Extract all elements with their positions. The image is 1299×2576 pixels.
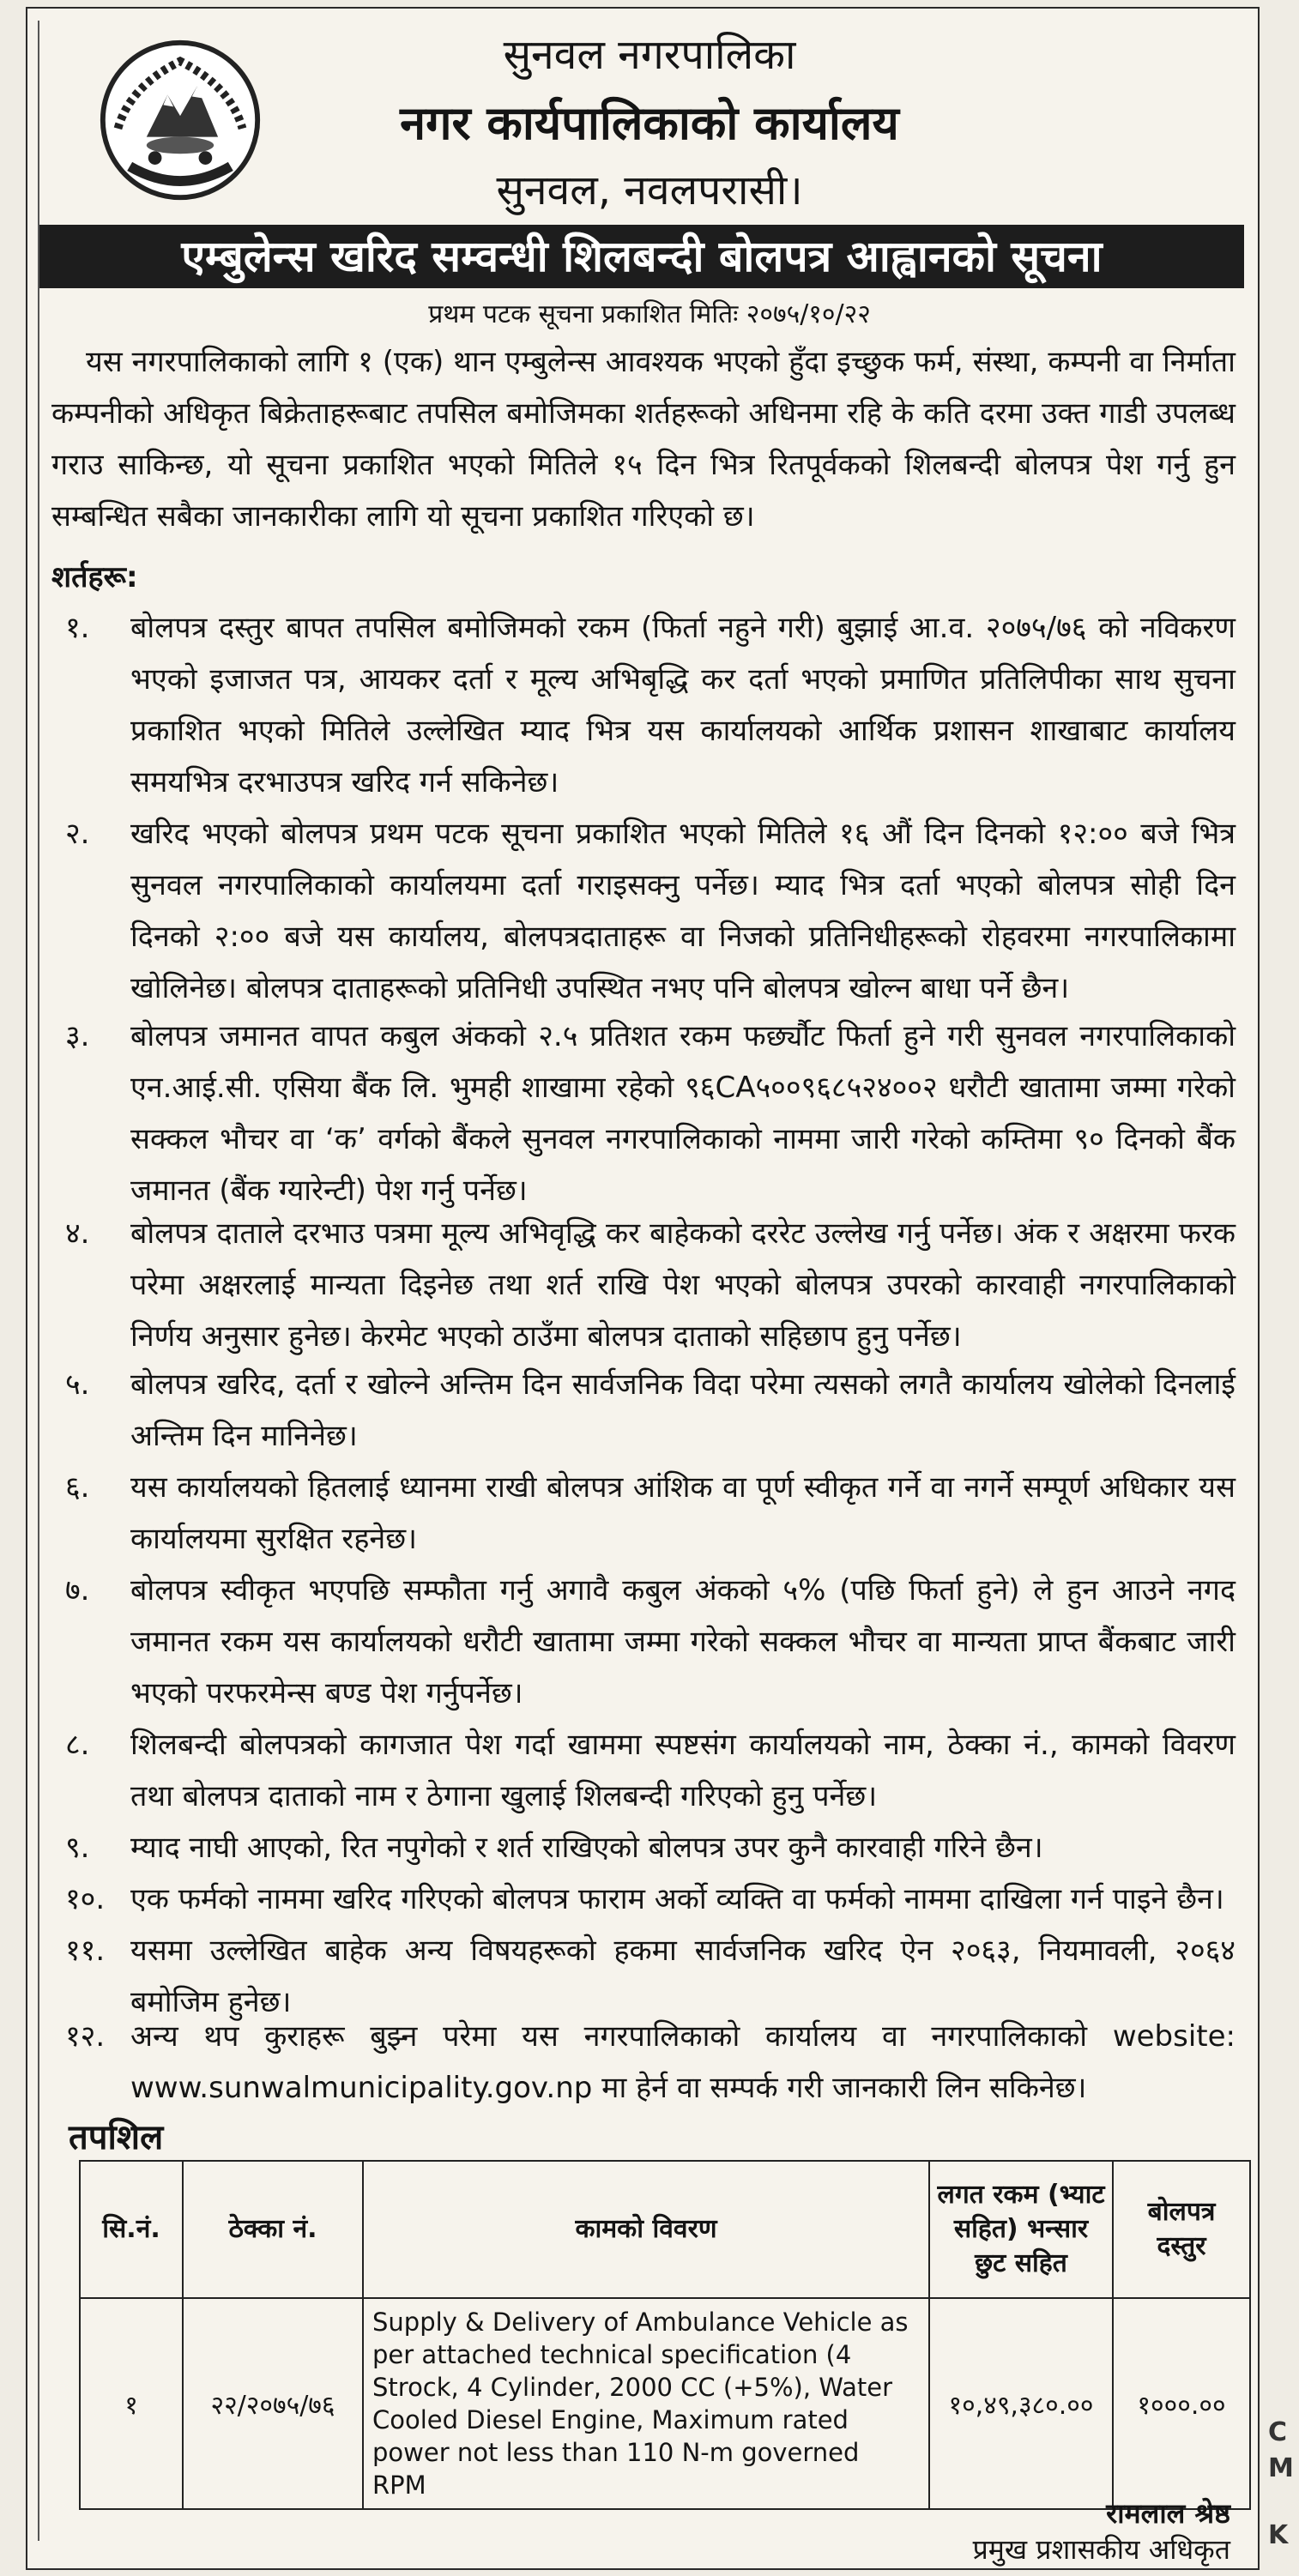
cell-fee: १०००.००: [1113, 2298, 1250, 2509]
condition-number: ५.: [65, 1367, 90, 1402]
cell-contract-no: २२/२०७५/७६: [183, 2298, 363, 2509]
condition-text: यस कार्यालयको हितलाई ध्यानमा राखी बोलपत्र आंशिक वा पूर्ण स्वीकृत गर्ने वा नगर्ने सम्पूर्ण अधिकार यस कार्यालयमा सुरक्षित रहनेछ।: [130, 1470, 1236, 1556]
header-estimate: लगत रकम (भ्याट सहित) भन्सार छुट सहित: [929, 2161, 1113, 2298]
condition-text: बोलपत्र जमानत वापत कबुल अंकको २.५ प्रतिशत रकम फर्छ्यौट फिर्ता हुने गरी सुनवल नगरपालिकाको एन.आई.सी. एसिया बैंक लि. भुमही शाखामा रहेको ९६CA५००९६८५२४००२ धरौटी खातामा जम्मा गरेको सक्कल भौचर वा ‘क’ वर्गको बैंकले सुनवल नगरपालिकाको नाममा जारी गरेको कम्तिमा ९० दिनको बैंक जमानत (बैंक ग्यारेन्टी) पेश गर्नु पर्नेछ।: [130, 1019, 1236, 1208]
print-mark-c: C: [1268, 2417, 1288, 2447]
conditions-title: शर्तहरू:: [51, 560, 138, 594]
condition-text: बोलपत्र दस्तुर बापत तपसिल बमोजिमको रकम (फिर्ता नहुने गरी) बुझाई आ.व. २०७५/७६ को नविकरण भएको इजाजत पत्र, आयकर दर्ता र मूल्य अभिबृद्धि कर दर्ता भएको प्रमाणित प्रतिलिपीका साथ सुचना प्रकाशित भएको मितिले उल्लेखित म्याद भित्र यस कार्यालयको आर्थिक प्रशासन शाखाबाट कार्यालय समयभित्र दरभाउपत्र खरिद गर्न सकिनेछ।: [130, 611, 1236, 799]
schedule-title: तपशिल: [69, 2118, 164, 2157]
table-row: [80, 2298, 1250, 2509]
condition-number: १०.: [65, 1882, 106, 1916]
publication-date: प्रथम पटक सूचना प्रकाशित मितिः २०७५/१०/२२: [428, 299, 871, 329]
condition-number: ३.: [65, 1019, 90, 1053]
cell-estimate: १०,४९,३८०.००: [929, 2298, 1113, 2509]
office-name: नगर कार्यपालिकाको कार्यालय: [400, 96, 899, 150]
condition-number: १२.: [65, 2019, 106, 2054]
office-address: सुनवल, नवलपरासी।: [496, 166, 803, 214]
condition-text: बोलपत्र दाताले दरभाउ पत्रमा मूल्य अभिवृद्धि कर बाहेकको दररेट उल्लेख गर्नु पर्नेछ। अंक र अक्षरमा फरक परेमा अक्षरलाई मान्यता दिइनेछ तथा शर्त राखि पेश भएको बोलपत्र उपरको कारवाही नगरपालिकाको निर्णय अनुसार हुनेछ। केरमेट भएको ठाउँमा बोलपत्र दाताको सहिछाप हुनु पर्नेछ।: [130, 1216, 1236, 1354]
condition-number: १.: [65, 611, 90, 645]
schedule-table: [79, 2160, 1251, 2510]
condition-text: अन्य थप कुराहरू बुझ्न परेमा यस नगरपालिकाको कार्यालय वा नगरपालिकाको website: www.sunwalmunicipality.gov.np मा हेर्न वा सम्पर्क गरी जानकारी लिन सकिनेछ।: [130, 2019, 1236, 2105]
condition-text: खरिद भएको बोलपत्र प्रथम पटक सूचना प्रकाशित भएको मितिले १६ औं दिन दिनको १२:०० बजे भित्र सुनवल नगरपालिकाको कार्यालयमा दर्ता गराइसक्नु पर्नेछ। म्याद भित्र दर्ता भएको बोलपत्र सोही दिन दिनको २:०० बजे यस कार्यालय, बोलपत्रदाताहरू वा निजको प्रतिनिधीहरूको रोहवरमा नगरपालिकामा खोलिनेछ। बोलपत्र दाताहरूको प्रतिनिधी उपस्थित नभए पनि बोलपत्र खोल्न बाधा पर्ने छैन।: [130, 817, 1236, 1005]
signatory-title: प्रमुख प्रशासकीय अधिकृत: [972, 2533, 1230, 2566]
municipality-name: सुनवल नगरपालिका: [503, 31, 796, 79]
header-sn: सि.नं.: [80, 2161, 183, 2298]
condition-number: ८.: [65, 1728, 90, 1762]
condition-text: एक फर्मको नाममा खरिद गरिएको बोलपत्र फाराम अर्को व्यक्ति वा फर्मको नाममा दाखिला गर्न पाइने छैन।: [130, 1882, 1224, 1916]
condition-number: ४.: [65, 1216, 90, 1251]
condition-text: म्याद नाघी आएको, रित नपुगेको र शर्त राखिएको बोलपत्र उपर कुनै कारवाही गरिने छैन।: [130, 1831, 1043, 1865]
cell-description: Supply & Delivery of Ambulance Vehicle as per attached technical specification (4 Strock, 4 Cylinder, 2000 CC (+5%), Water Cooled Diesel Engine, Maximum rated power not less than 110 N-m governed RPM: [363, 2298, 929, 2509]
cell-sn: १: [80, 2298, 183, 2509]
table-header-row: [80, 2161, 1250, 2298]
notice-title-banner: एम्बुलेन्स खरिद सम्वन्धी शिलबन्दी बोलपत्र आह्वानको सूचना: [39, 225, 1244, 288]
header-description: कामको विवरण: [363, 2161, 929, 2298]
condition-text: शिलबन्दी बोलपत्रको कागजात पेश गर्दा खाममा स्पष्टसंग कार्यालयको नाम, ठेक्का नं., कामको विवरण तथा बोलपत्र दाताको नाम र ठेगाना खुलाई शिलबन्दी गरिएको हुनु पर्नेछ।: [130, 1728, 1236, 1813]
print-mark-k: K: [1268, 2520, 1289, 2550]
header-contract-no: ठेक्का नं.: [183, 2161, 363, 2298]
condition-number: २.: [65, 817, 90, 851]
signatory-name: रामलाल श्रेष्ठ: [1106, 2497, 1230, 2530]
condition-text: बोलपत्र स्वीकृत भएपछि सम्फौता गर्नु अगावै कबुल अंकको ५% (पछि फिर्ता हुने) ले हुन आउने नगद जमानत रकम यस कार्यालयको धरौटी खातामा जम्मा गरेको सक्कल भौचर वा मान्यता प्राप्त बैंकबाट जारी भएको परफरमेन्स बण्ड पेश गर्नुपर्नेछ।: [130, 1573, 1236, 1710]
condition-number: ९.: [65, 1831, 90, 1865]
condition-number: ६.: [65, 1470, 90, 1505]
condition-number: ११.: [65, 1934, 106, 1968]
condition-text: बोलपत्र खरिद, दर्ता र खोल्ने अन्तिम दिन सार्वजनिक विदा परेमा त्यसको लगतै कार्यालय खोलेको दिनलाई अन्तिम दिन मानिनेछ।: [130, 1367, 1236, 1453]
notice-intro: यस नगरपालिकाको लागि १ (एक) थान एम्बुलेन्स आवश्यक भएको हुँदा इच्छुक फर्म, संस्था, कम्पनी वा निर्माता कम्पनीको अधिकृत बिक्रेताहरूबाट तपसिल बमोजिमका शर्तहरूको अधिनमा रहि के कति दरमा उक्त गाडी उपलब्ध गराउ साकिन्छ, यो सूचना प्रकाशित भएको मितिले १५ दिन भित्र रितपूर्वकको शिलबन्दी बोलपत्र पेश गर्नु हुन सम्बन्धित सबैका जानकारीका लागि यो सूचना प्रकाशित गरिएको छ।: [51, 345, 1236, 534]
print-mark-m: M: [1268, 2453, 1294, 2483]
header-fee: बोलपत्र दस्तुर: [1113, 2161, 1250, 2298]
condition-text: यसमा उल्लेखित बाहेक अन्य विषयहरूको हकमा सार्वजनिक खरिद ऐन २०६३, नियमावली, २०६४ बमोजिम हुनेछ।: [130, 1934, 1236, 2019]
condition-number: ७.: [65, 1573, 90, 1608]
